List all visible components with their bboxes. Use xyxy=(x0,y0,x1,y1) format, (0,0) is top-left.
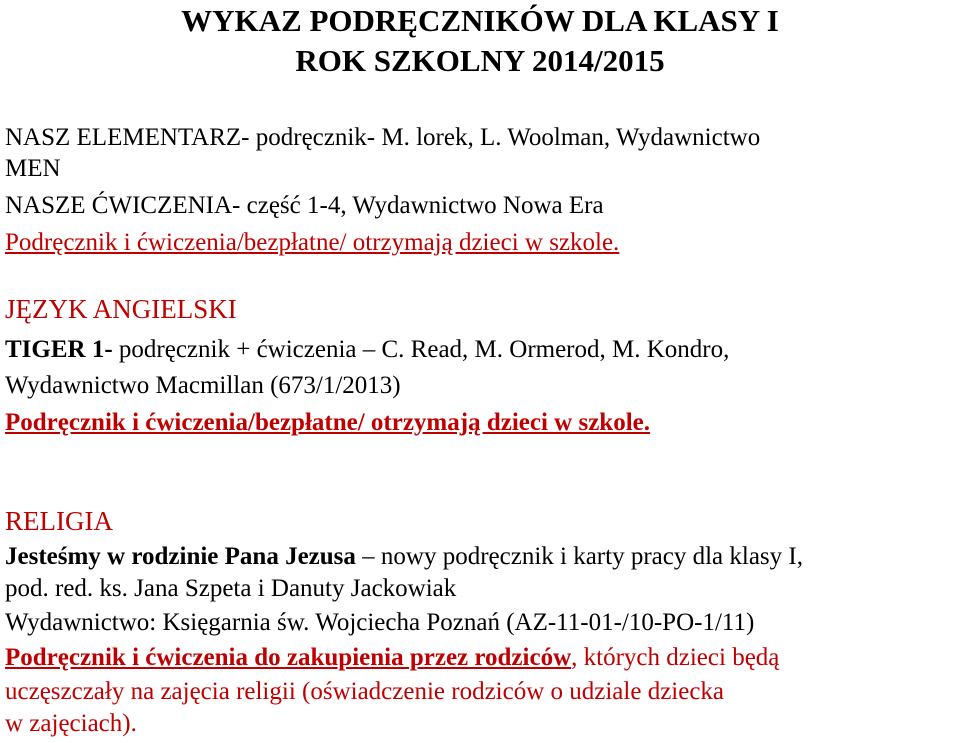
purchase-note-underlined: Podręcznik i ćwiczenia do zakupienia przez rodziców xyxy=(5,644,572,671)
religion-note-line3: w zajęciach). xyxy=(5,710,137,737)
book-jestesmy xyxy=(5,542,803,572)
book-details: podręcznik + ćwiczenia – C. Read, M. Ormerod, M. Kondro, xyxy=(112,336,730,363)
book-nasz-elementarz-cont: MEN xyxy=(5,155,61,182)
document-title-line1: WYKAZ PODRĘCZNIKÓW DLA KLASY I xyxy=(181,3,779,38)
book-nasz-elementarz xyxy=(5,123,760,153)
book-details: – nowy podręcznik i karty pracy dla klasy I, xyxy=(355,543,803,570)
book-title: Jesteśmy w rodzinie Pana Jezusa xyxy=(5,543,356,570)
book-title: NASZE ĆWICZENIA- xyxy=(5,192,241,219)
polish-free-note: Podręcznik i ćwiczenia/bezpłatne/ otrzymają dzieci w szkole. xyxy=(5,229,620,256)
book-tiger xyxy=(5,335,729,365)
book-publisher: Wydawnictwo: Księgarnia św. Wojciecha Poznań (AZ-11-01-/10-PO-1/11) xyxy=(5,609,755,636)
book-details: podręcznik- M. lorek, L. Woolman, Wydawnictwo xyxy=(249,124,761,151)
purchase-note-rest: , których dzieci będą xyxy=(571,644,780,671)
section-heading-religion: RELIGIA xyxy=(5,506,113,536)
book-title: NASZ ELEMENTARZ- xyxy=(5,124,250,151)
section-heading-english: JĘZYK ANGIELSKI xyxy=(5,294,237,324)
book-title: TIGER 1- xyxy=(5,336,113,363)
document-title-line2: ROK SZKOLNY 2014/2015 xyxy=(295,43,665,78)
book-details: część 1-4, Wydawnictwo Nowa Era xyxy=(240,192,604,219)
religion-note-line2: uczęszczały na zajęcia religii (oświadczenie rodziców o udziale dziecka xyxy=(5,678,725,705)
book-editors: pod. red. ks. Jana Szpeta i Danuty Jackowiak xyxy=(5,575,457,602)
book-tiger-publisher: Wydawnictwo Macmillan (673/1/2013) xyxy=(5,372,401,399)
religion-purchase-note xyxy=(5,643,779,673)
english-free-note: Podręcznik i ćwiczenia/bezpłatne/ otrzymają dzieci w szkole. xyxy=(5,409,650,436)
book-nasze-cwiczenia xyxy=(5,191,604,221)
